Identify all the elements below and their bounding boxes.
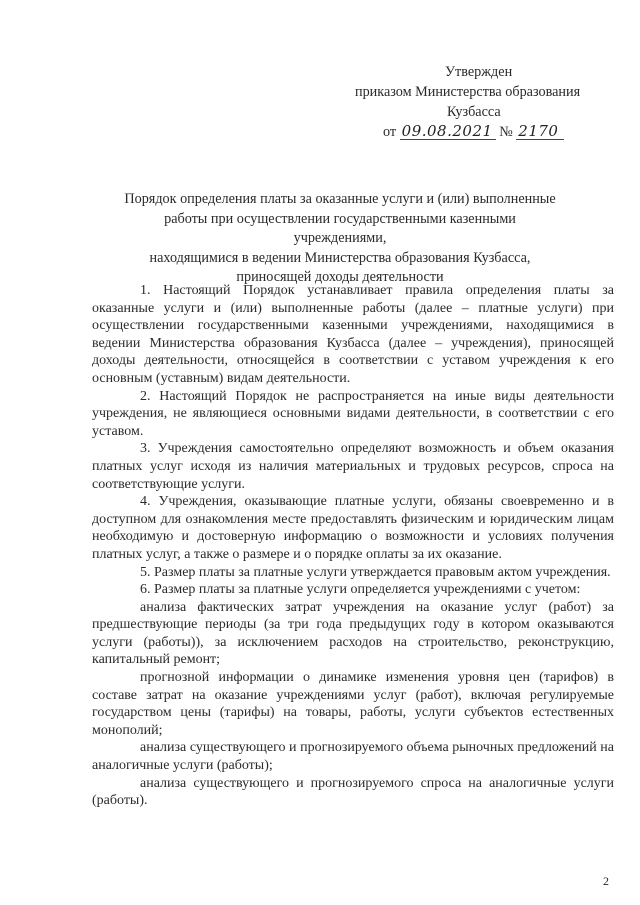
handwritten-number: 2170	[516, 123, 564, 140]
paragraph-2: 2. Настоящий Порядок не распространяется на иные виды деятельности учреждения, не являющиеся основными видами деятельности, в соответствии с его уставом.	[92, 388, 614, 439]
document-body	[92, 282, 614, 810]
subitem-3: анализа существующего и прогнозируемого объема рыночных предложений на аналогичные услуги (работы);	[92, 740, 614, 774]
paragraph-6: 6. Размер платы за платные услуги определяется учреждениями с учетом:	[140, 582, 581, 598]
document-title	[120, 190, 560, 288]
subitem-4: анализа существующего и прогнозируемого спроса на аналогичные услуги (работы).	[92, 775, 614, 809]
approved-label: Утвержден	[445, 64, 513, 80]
paragraph-5: 5. Размер платы за платные услуги утверждается правовым актом учреждения.	[140, 564, 611, 580]
from-label: от	[383, 124, 397, 140]
title-line: Порядок определения платы за оказанные услуги и (или) выполненные	[124, 191, 556, 207]
paragraph-3: 3. Учреждения самостоятельно определяют возможность и объем оказания платных услуг исходя из наличия материальных и трудовых ресурсов, спроса на соответствующие услуги.	[92, 441, 614, 492]
title-line: приносящей доходы деятельности	[236, 269, 444, 285]
subitem-2: прогнозной информации о динамике изменения уровня цен (тарифов) в составе затрат на оказание учреждениями услуг (работ), включая регулируемые государством цены (тарифы) на товары, работы, услуги субъектов естественных монополий;	[92, 670, 614, 738]
handwritten-date: 09.08.2021	[400, 123, 496, 140]
subitem-1: анализа фактических затрат учреждения на оказание услуг (работ) за предшествующие периоды (за три года предыдущих году в котором оказываются услуги (работы)), за исключением расходов на строительство, реконструкцию, капитальный ремонт;	[92, 599, 614, 668]
paragraph-4: 4. Учреждения, оказывающие платные услуги, обязаны своевременно и в доступном для ознакомления месте предоставлять физическим и юридическим лицам необходимую и достоверную информацию о возможности и условиях получения платных услуг, а также о размере и о порядке оплаты за их оказание.	[92, 494, 614, 562]
title-line: находящимися в ведении Министерства образования Кузбасса,	[149, 249, 531, 266]
approval-block	[355, 62, 605, 142]
title-line: работы при осуществлении государственными казенными учреждениями,	[164, 210, 516, 246]
approval-date-number-line	[355, 122, 605, 142]
approved-by-order: приказом Министерства образования	[355, 84, 581, 100]
number-label: №	[499, 124, 513, 140]
page-number: 2	[603, 874, 609, 888]
paragraph-1: 1. Настоящий Порядок устанавливает правила определения платы за оказанные услуги и (или) выполненные работы (далее – платные услуги) при осуществлении государственными казенными учреждениями, находящимися в ведении Министерства образования Кузбасса (далее – учреждения), приносящей доходы деятельности, относящейся в соответствии с уставом учреждения к его основным (уставным) видам деятельности.	[92, 283, 614, 386]
approved-region: Кузбасса	[447, 104, 501, 120]
